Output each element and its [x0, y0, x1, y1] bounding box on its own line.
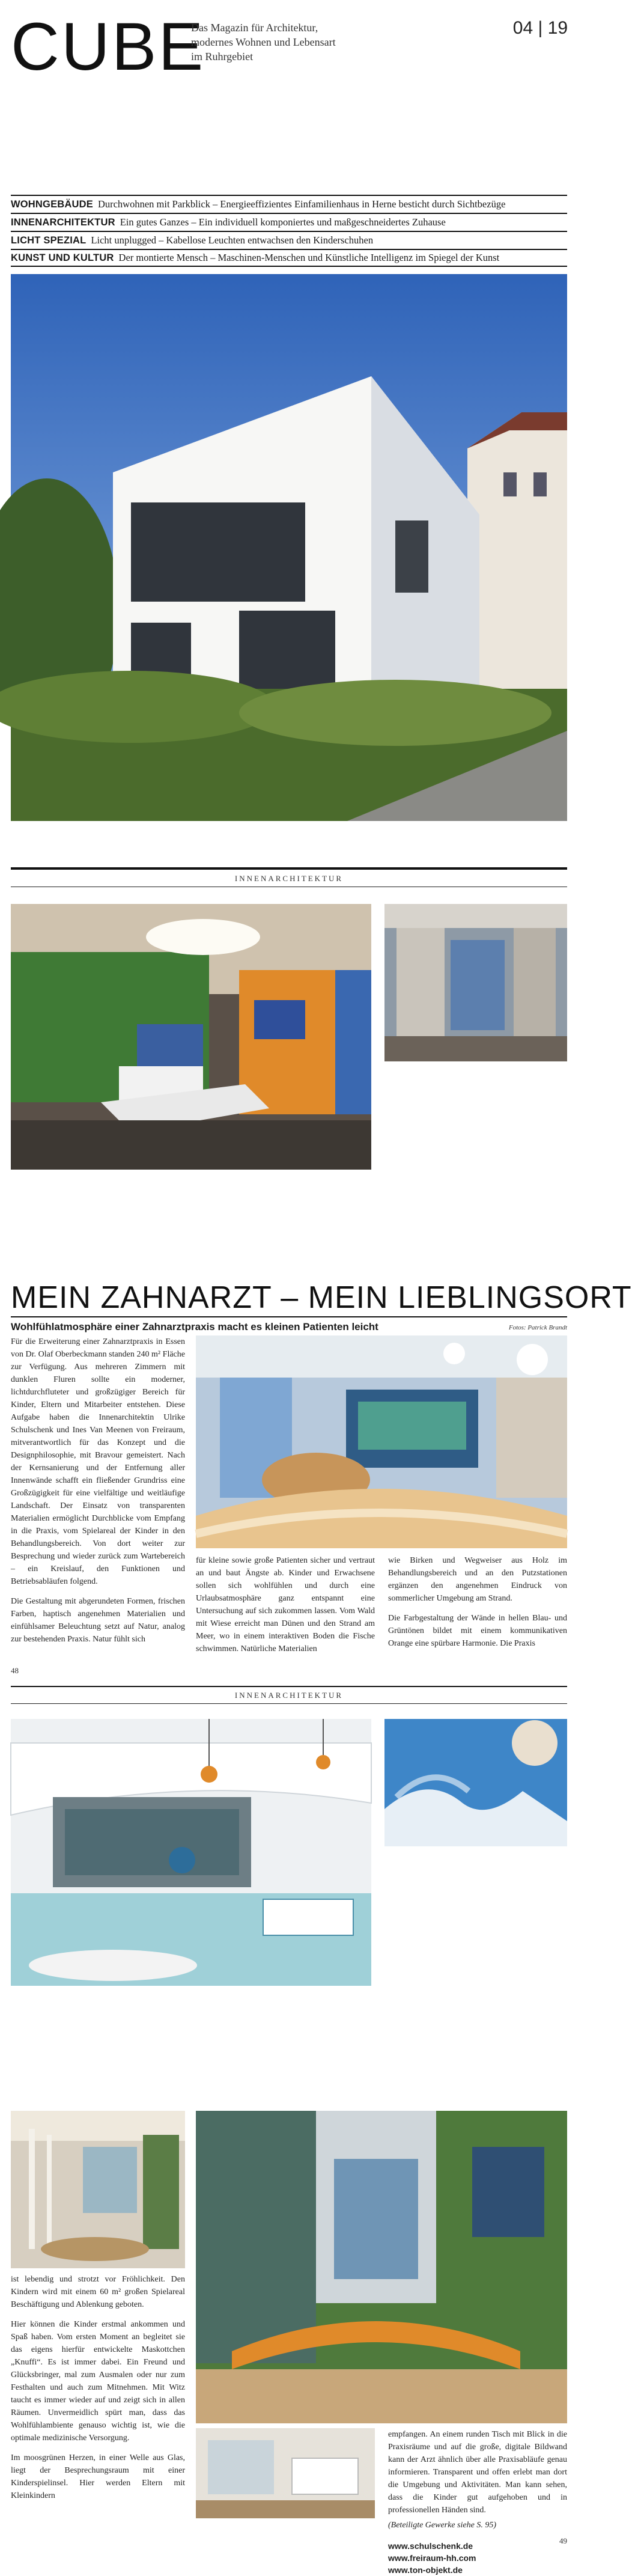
- toc-category: INNENARCHITEKTUR: [11, 216, 115, 228]
- article-column-2: [196, 1554, 375, 1662]
- article-column-5: [388, 2428, 567, 2576]
- waiting-area-photo: [196, 1335, 567, 1548]
- birch-corridor-photo: [11, 2111, 185, 2268]
- contents-list: [11, 195, 567, 267]
- section-rule: [11, 867, 567, 870]
- paragraph: wie Birken und Wegweiser aus Holz im Behandlungsbereich und an den Putzstationen ergänzen den angenehmen Eindruck von sommerlicher Umgebung am Strand.: [388, 1556, 567, 1603]
- article-column-1: [11, 1335, 185, 1653]
- toc-row[interactable]: [11, 195, 567, 213]
- article-title: MEIN ZAHNARZT – MEIN LIEBLINGSORT: [11, 1280, 632, 1315]
- toc-category: LICHT SPEZIAL: [11, 234, 87, 246]
- page-number: 48: [11, 1666, 19, 1675]
- section-label: INNENARCHITEKTUR: [234, 874, 344, 883]
- magazine-tagline: Das Magazin für Architektur, modernes Wohnen und Lebensart im Ruhrgebiet: [191, 22, 336, 63]
- paragraph: ist lebendig und strotzt vor Fröhlichkeit. Den Kindern wird mit einem 60 m² großen Spielareal Beschäftigung und Ablenkung geboten.: [11, 2275, 185, 2309]
- toc-title: Licht unplugged – Kabellose Leuchten entwachsen den Kinderschuhen: [91, 234, 374, 246]
- house-photo: [11, 274, 567, 821]
- paragraph: Für die Erweiterung einer Zahnarztpraxis in Essen von Dr. Olaf Oberbeckmann standen 240 m² Fläche zur Verfügung. Aus mehreren Zimmern mit dunklen Fluren sollte ein moderner, lichtdurchfluteter und großzügiger Bereich für Kinder, Eltern und Mitarbeiter entstehen. Diese Aufgabe haben die Innenarchitektin Ulrike Schulschenk und Ines Van Meenen von Freiraum, mitverantwortlich für das Konzept und die Designphilosophie, mit Bravour gemeistert. Nach der Kernsanierung und der Entfernung aller Innenwände schafft ein fließender Grundriss eine Großzügigkeit für eine vielfältige und weitläufige Landschaft. Der Einsatz von transparenten Materialien ermöglicht Durchblicke vom Empfang in die Praxis, vom Spielareal der Kinder in den Behandlungsbereich. Von dort weiter zur Besprechung und wieder zurück zum Wartebereich – ein Kreislauf, den Funktionen und Betriebsabläufen folgend.: [11, 1337, 185, 1586]
- issue-number: 04 | 19: [512, 18, 568, 38]
- article-column-3: [388, 1554, 567, 1657]
- trades-note: (Beteiligte Gewerke siehe S. 95): [388, 2521, 496, 2530]
- article-column-4: [11, 2273, 185, 2509]
- toc-title: Der montierte Mensch – Maschinen-Menschen und Künstliche Intelligenz im Spiegel der Kunst: [118, 252, 500, 263]
- section-rule: [11, 1686, 567, 1687]
- corridor-photo: [384, 904, 567, 1061]
- toc-category: WOHNGEBÄUDE: [11, 198, 93, 210]
- paragraph: Die Gestaltung mit abgerundeten Formen, frischen Farben, haptisch angenehmen Materialien und einfühlsamer Beleuchtung setzt auf Natur, analog zur bestehenden Praxis. Natur fühlt sich: [11, 1597, 185, 1644]
- seating-area-photo: [196, 2111, 567, 2423]
- magazine-logo: CUBE: [11, 9, 205, 84]
- wave-detail-photo: [384, 1719, 567, 1846]
- photo-credit: Fotos: Patrick Brandt: [508, 1324, 567, 1331]
- treatment-room-photo: [11, 904, 371, 1170]
- paragraph: Die Farbgestaltung der Wände in hellen Blau- und Grüntönen bildet mit einem kommunikativen Orange eine spürbare Harmonie. Die Praxis: [388, 1614, 567, 1648]
- paragraph: empfangen. An einem runden Tisch mit Blick in die Praxisräume und auf die große, digitale Bildwand kann der Arzt ähnlich über alle Praxisabläufe genau informieren. Transparent und offen erlebt man dort die Umgebung und Aktivitäten. Man kann sehen, dass die Kinder gut aufgehoben und in professionellen Händen sind.: [388, 2430, 567, 2515]
- article-subtitle: Wohlfühlatmosphäre einer Zahnarztpraxis macht es kleinen Patienten leicht: [11, 1321, 378, 1332]
- website-link[interactable]: www.freiraum-hh.com: [388, 2553, 476, 2563]
- paragraph: Hier können die Kinder erstmal ankommen und Spaß haben. Vom ersten Moment an begleitet sie das eigens hierfür entwickelte Maskottchen „Knuffi“. Es ist immer dabei. Ein Freund und Glücksbringer, mal zum Ausmalen oder nur zum Festhalten und auch zum Mitnehmen. Mit Witz taucht es immer wieder auf und zeigt sich in allen Räumen. Unvermeidlich spürt man, dass das Wohlfühlambiente genauso wichtig ist, wie die optimale medizinische Versorgung.: [11, 2320, 185, 2443]
- toc-category: KUNST UND KULTUR: [11, 252, 114, 263]
- website-link[interactable]: www.schulschenk.de: [388, 2541, 473, 2551]
- section-label: INNENARCHITEKTUR: [234, 1691, 344, 1700]
- toc-title: Durchwohnen mit Parkblick – Energieeffizientes Einfamilienhaus in Herne besticht durch Sichtbezüge: [97, 198, 506, 210]
- toc-row[interactable]: [11, 249, 567, 267]
- paragraph: für kleine sowie große Patienten sicher und vertraut an und baut Ängste ab. Kinder und Erwachsene sollen sich wohlfühlen und durch eine Urlaubsatmosphäre ganz entspannt eine Untersuchung auf sich zukommen lassen. Vom Wald mit Wiese erreicht man Dünen und den Strand am Meer, wo in einem interaktiven Boden die Fische schwimmen. Natürliche Materialien: [196, 1556, 375, 1653]
- section-divider: [11, 1703, 567, 1704]
- toc-row[interactable]: [11, 213, 567, 231]
- reception-photo: [11, 1719, 371, 1986]
- website-link[interactable]: www.ton-objekt.de: [388, 2565, 463, 2575]
- website-links: [388, 2540, 567, 2576]
- toc-title: Ein gutes Ganzes – Ein individuell komponiertes und maßgeschneidertes Zuhause: [120, 216, 446, 228]
- page-number: 49: [559, 2536, 567, 2545]
- headline-rule: [11, 1316, 567, 1317]
- desk-photo: [196, 2428, 375, 2518]
- toc-row[interactable]: [11, 231, 567, 249]
- paragraph: Im moosgrünen Herzen, in einer Welle aus Glas, liegt der Besprechungsraum mit einer Kinderspielinsel. Hier werden Eltern mit Kleinkindern: [11, 2453, 185, 2500]
